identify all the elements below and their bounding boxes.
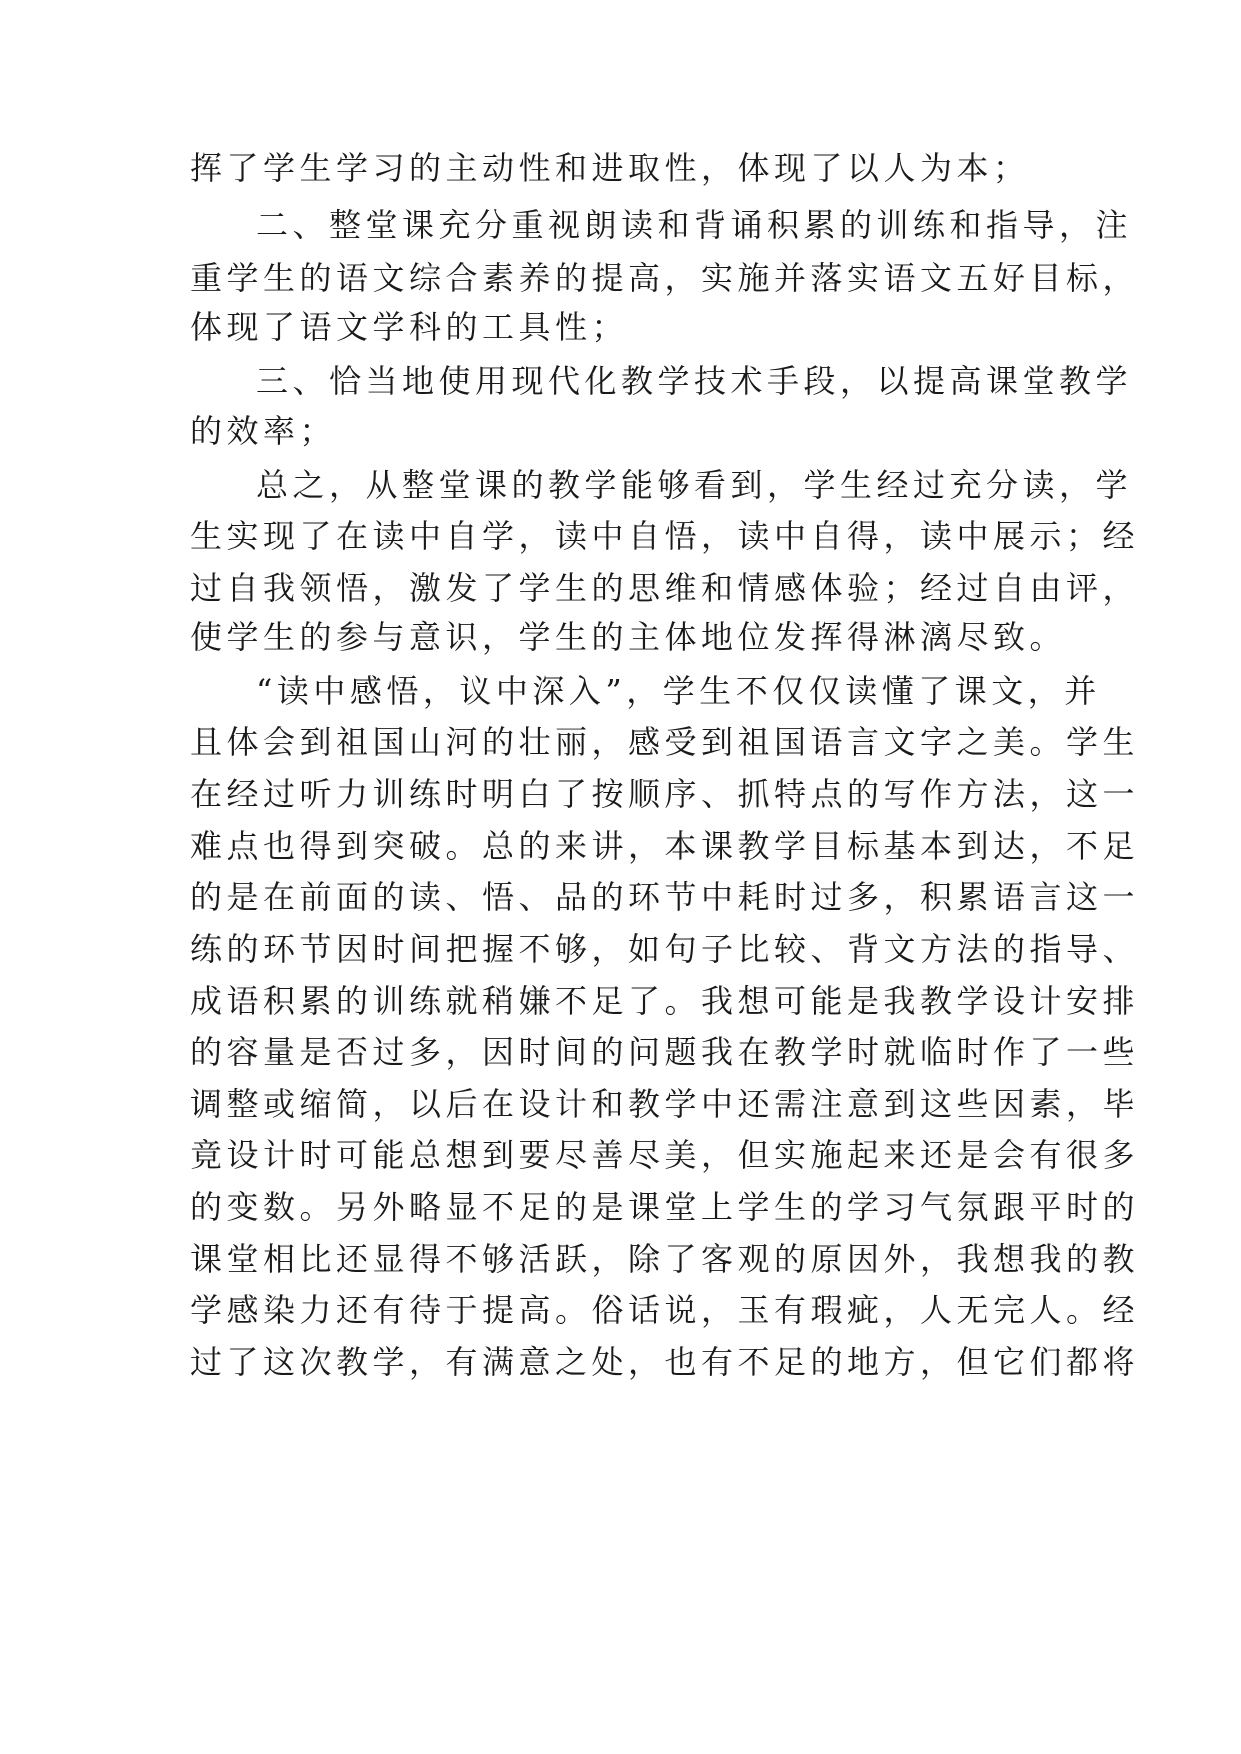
- text-line: 竟设计时可能总想到要尽善尽美，但实施起来还是会有很多: [190, 1136, 1140, 1174]
- text-line: 调整或缩简，以后在设计和教学中还需注意到这些因素，毕: [190, 1085, 1140, 1123]
- text-line: 课堂相比还显得不够活跃，除了客观的原因外，我想我的教: [190, 1240, 1140, 1278]
- text-line: 成语积累的训练就稍嫌不足了。我想可能是我教学设计安排: [190, 982, 1140, 1020]
- text-line: 总之，从整堂课的教学能够看到，学生经过充分读，学: [256, 466, 1133, 504]
- text-line: 且体会到祖国山河的壮丽，感受到祖国语言文字之美。学生: [190, 723, 1140, 761]
- text-line: 的容量是否过多，因时间的问题我在教学时就临时作了一些: [190, 1033, 1140, 1071]
- text-line: 的是在前面的读、悟、品的环节中耗时过多，积累语言这一: [190, 878, 1140, 916]
- text-line: 难点也得到突破。总的来讲，本课教学目标基本到达，不足: [190, 827, 1140, 865]
- text-line: 在经过听力训练时明白了按顺序、抓特点的写作方法，这一: [190, 775, 1140, 813]
- text-line: 练的环节因时间把握不够，如句子比较、背文方法的指导、: [190, 930, 1140, 968]
- text-line: 使学生的参与意识，学生的主体地位发挥得淋漓尽致。: [190, 618, 1067, 656]
- text-line: 学感染力还有待于提高。俗话说，玉有瑕疵，人无完人。经: [190, 1291, 1140, 1329]
- text-line: 挥了学生学习的主动性和进取性，体现了以人为本；: [190, 149, 1030, 187]
- text-line: 生实现了在读中自学，读中自悟，读中自得，读中展示；经: [190, 517, 1140, 555]
- text-line: 三、恰当地使用现代化教学技术手段，以提高课堂教学: [256, 362, 1133, 400]
- text-line: 过了这次教学，有满意之处，也有不足的地方，但它们都将: [190, 1343, 1140, 1381]
- text-line: 重学生的语文综合素养的提高，实施并落实语文五好目标，: [190, 259, 1140, 297]
- text-line: 二、整堂课充分重视朗读和背诵积累的训练和指导，注: [256, 206, 1133, 244]
- text-line: 的效率；: [190, 412, 337, 450]
- text-line: 的变数。另外略显不足的是课堂上学生的学习气氛跟平时的: [190, 1188, 1140, 1226]
- text-line: “读中感悟，议中深入”，学生不仅仅读懂了课文，并: [256, 672, 1101, 710]
- text-line: 体现了语文学科的工具性；: [190, 308, 629, 346]
- text-line: 过自我领悟，激发了学生的思维和情感体验；经过自由评，: [190, 569, 1140, 607]
